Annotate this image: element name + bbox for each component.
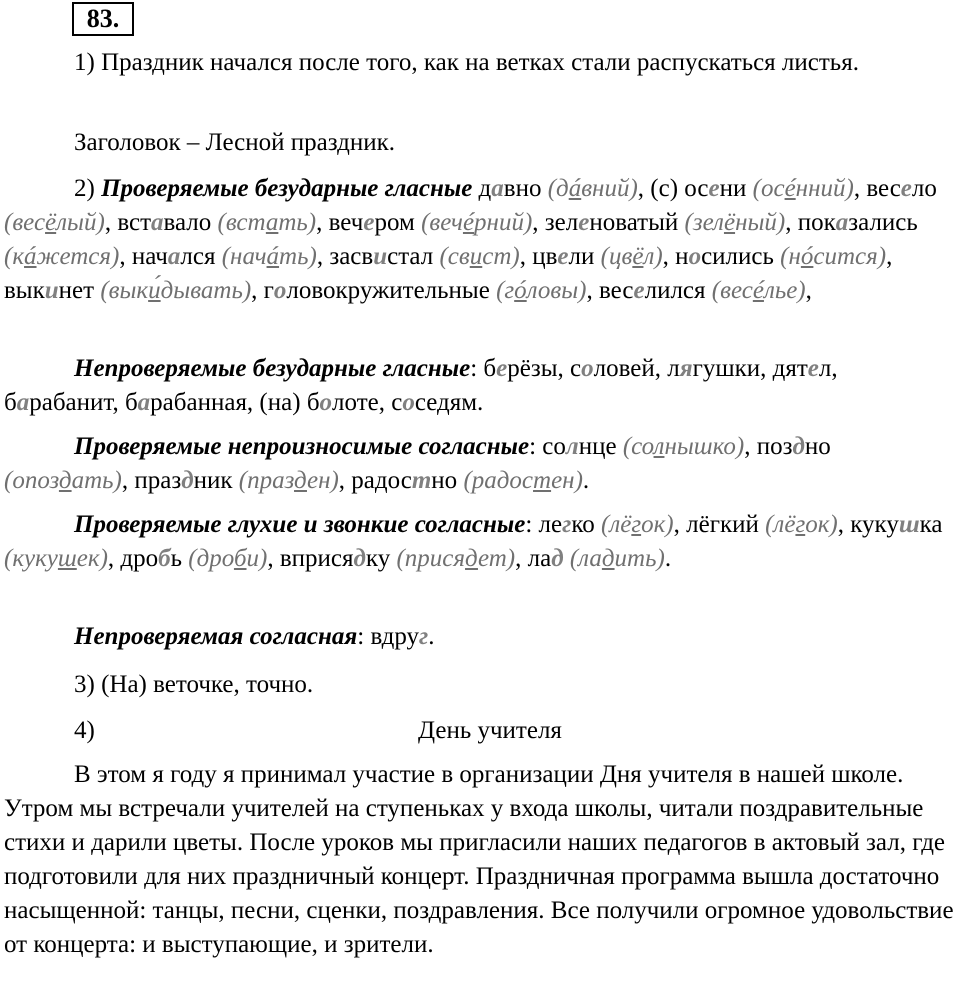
section-checked-vowels: 2) Проверяемые безударные гласные давно (дáвний), (с) осени (осéнний), весело (весёлый), вставало (встать), вечером (вечéрний), зеленоватый (зелёный), показались (кáжется), начался (начáть), засвистал (свист), цвели (цвёл), носились (нóсится), выкинет (выки́дывать), головокружительные (гóловы), веселился (весéлье), [4,175,937,304]
section-heading: Проверяемые глухие и звонкие согласные [74,511,526,538]
section-unchecked-consonant: Непроверяемая согласная: вдруг. [74,623,435,650]
answer-3: 3) (На) веточке, точно. [74,671,314,698]
title-line: Заголовок – Лесной праздник. [74,129,396,156]
essay-title: День учителя [418,717,562,744]
exercise-number: 83. [72,2,134,36]
section-heading: Проверяемые безударные гласные [101,175,473,202]
section-unchecked-vowels: Непроверяемые безударные гласные: берёзы, соловей, лягушки, дятел, барабанит, барабанная, (на) болоте, соседям. [4,355,838,416]
section-silent-consonants: Проверяемые непроизносимые согласные: солнце (солнышко), поздно (опоздать), праздник (празден), радостно (радостен). [4,433,831,494]
section-heading: Непроверяемые безударные гласные [74,355,471,382]
section-heading: Непроверяемая согласная [74,623,358,650]
answer-1: 1) Праздник начался после того, как на ветках стали распускаться листья. [74,49,859,76]
answer-4-number: 4) [74,717,95,744]
essay-text: В этом я году я принимал участие в организации Дня учителя в нашей школе. Утром мы встречали учителей на ступеньках у входа школы, читали поздравительные стихи и дарили цветы. После уроков мы пригласили наших педагогов в актовый зал, где подготовили для них праздничный концерт. Праздничная программа вышла достаточно насыщенной: танцы, песни, сценки, поздравления. Все получили огромное удовольствие от концерта: и выступающие, и зрители. [4,761,954,958]
section-voiced-consonants: Проверяемые глухие и звонкие согласные: легко (лёгок), лёгкий (лёгок), кукушка (кукушек), дробь (дроби), вприсядку (присядет), лад (ладить). [4,511,943,572]
section-heading: Проверяемые непроизносимые согласные [74,433,530,460]
